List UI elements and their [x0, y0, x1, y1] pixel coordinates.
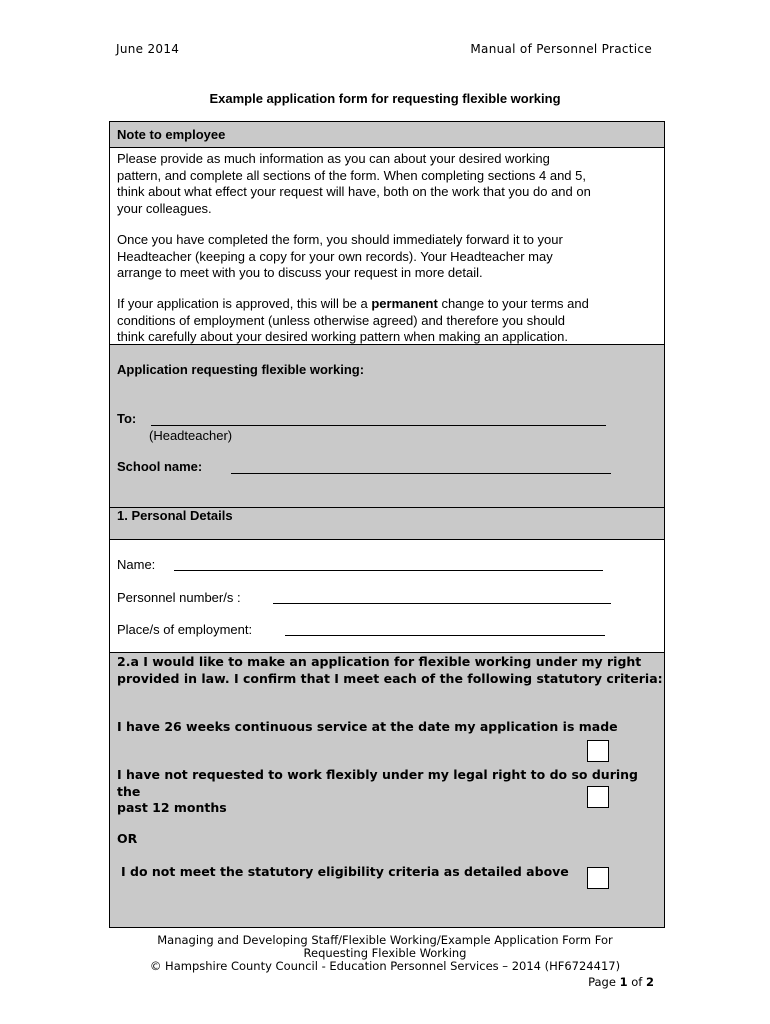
criterion-not-eligible-checkbox[interactable] — [587, 867, 609, 889]
note-paragraph-1 — [117, 151, 591, 217]
place-of-employment-label: Place/s of employment: — [117, 622, 253, 637]
header-date: June 2014 — [116, 42, 180, 56]
heading-line: provided in law. I confirm that I meet each of the following statutory criteria: — [117, 670, 663, 686]
note-paragraph-3 — [117, 296, 589, 344]
personal-details-heading: 1. Personal Details — [117, 508, 233, 523]
note-line: Headteacher (keeping a copy for your own records). Your Headteacher may — [117, 248, 553, 264]
application-heading: Application requesting flexible working: — [117, 362, 365, 377]
footer-line: Managing and Developing Staff/Flexible Working/Example Application Form For — [157, 933, 613, 947]
note-paragraph-2 — [117, 232, 563, 282]
note-line: If your application is approved, this will be a permanent change to your terms and — [117, 296, 589, 311]
header-manual-title: Manual of Personnel Practice — [470, 42, 652, 56]
name-label: Name: — [117, 557, 156, 572]
note-line: arrange to meet with you to discuss your request in more detail. — [117, 265, 483, 280]
criterion-not-eligible: I do not meet the statutory eligibility criteria as detailed above — [121, 864, 569, 879]
permanent-emphasis: permanent — [371, 296, 438, 311]
footer-line: Requesting Flexible Working — [303, 946, 467, 960]
note-line: conditions of employment (unless otherwise agreed) and therefore you should — [117, 312, 566, 328]
school-name-input-line[interactable] — [231, 473, 611, 474]
to-label: To: — [117, 411, 137, 426]
note-heading: Note to employee — [117, 127, 226, 142]
personnel-number-label: Personnel number/s : — [117, 590, 241, 605]
note-line: Please provide as much information as you can about your desired working — [117, 151, 550, 166]
note-line: think about what effect your request will have, both on the work that you do and on — [117, 184, 591, 199]
footer-copyright: © Hampshire County Council - Education Personnel Services – 2014 (HF6724417) — [149, 959, 621, 973]
headteacher-caption: (Headteacher) — [149, 428, 233, 443]
headteacher-input-line[interactable] — [151, 425, 606, 426]
footer-path — [0, 934, 770, 973]
school-name-label: School name: — [117, 459, 203, 474]
criterion-no-previous-request — [117, 767, 664, 817]
criterion-line: I have not requested to work flexibly under my legal right to do so during the — [117, 767, 638, 799]
page-current: 1 — [619, 975, 628, 989]
name-input-line[interactable] — [174, 570, 603, 571]
heading-line: 2.a I would like to make an application for flexible working under my right — [117, 654, 642, 669]
note-line: think carefully about your desired working pattern when making an application. — [117, 329, 568, 344]
application-form — [109, 121, 665, 928]
criterion-no-previous-request-checkbox[interactable] — [587, 786, 609, 808]
page-number: Page 1 of 2 — [588, 975, 654, 989]
criterion-line: past 12 months — [117, 800, 227, 815]
or-separator: OR — [117, 831, 138, 846]
criterion-26-weeks: I have 26 weeks continuous service at the date my application is made — [117, 719, 618, 734]
document-title: Example application form for requesting flexible working — [209, 91, 561, 106]
criterion-26-weeks-checkbox[interactable] — [587, 740, 609, 762]
personnel-number-input-line[interactable] — [273, 603, 611, 604]
page-total: 2 — [645, 975, 654, 989]
note-line: Once you have completed the form, you should immediately forward it to your — [117, 232, 563, 247]
statutory-criteria-heading — [117, 654, 663, 687]
place-of-employment-input-line[interactable] — [285, 635, 605, 636]
note-line: your colleagues. — [117, 200, 212, 216]
note-line: pattern, and complete all sections of the form. When completing sections 4 and 5, — [117, 167, 586, 183]
